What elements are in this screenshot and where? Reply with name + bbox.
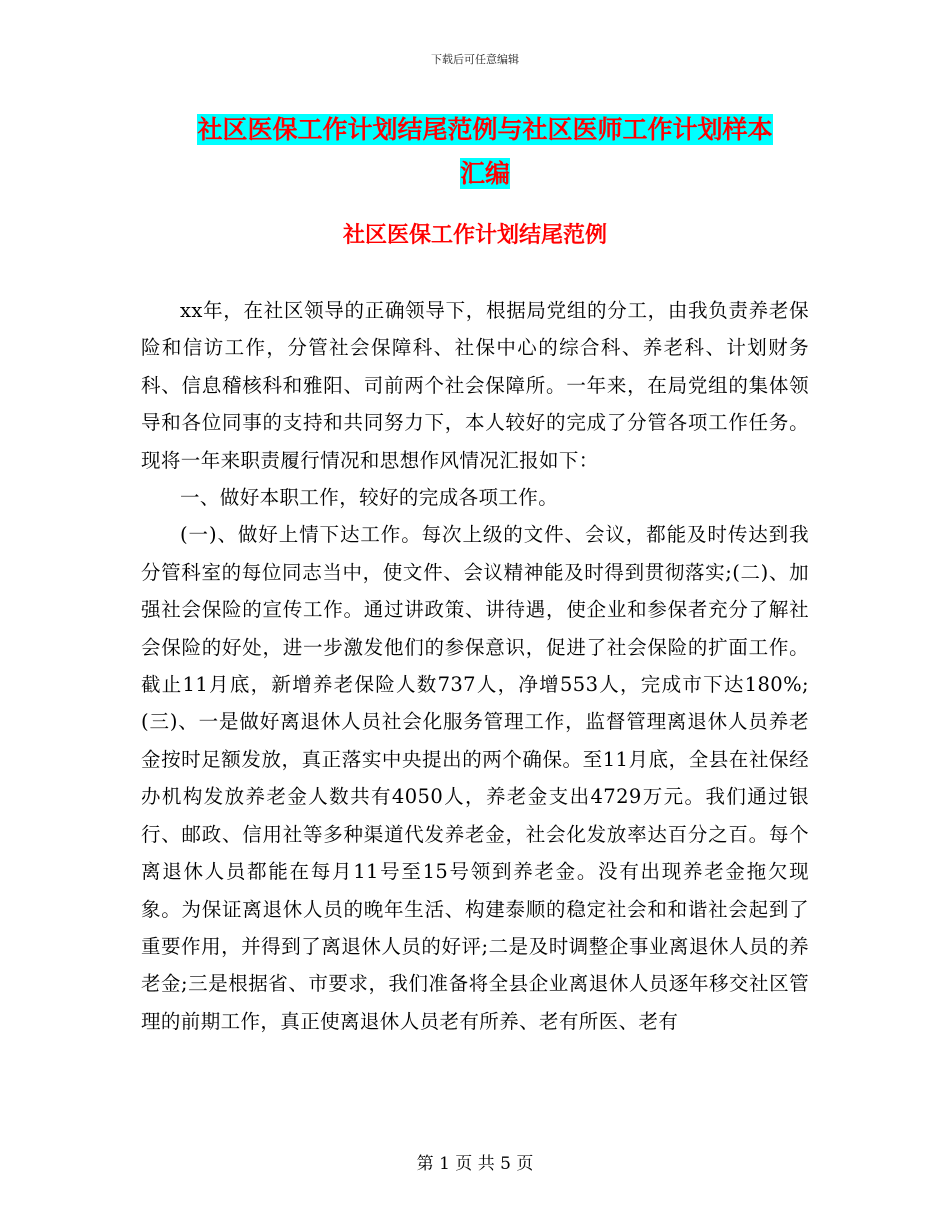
page-header-note: 下载后可任意编辑 [431, 53, 519, 66]
document-title-line-2: 汇编 [459, 159, 510, 188]
body-paragraph: (一)、做好上情下达工作。每次上级的文件、会议，都能及时传达到我分管科室的每位同志当中，使文件、会议精神能及时得到贯彻落实;(二)、加强社会保险的宣传工作。通过讲政策、讲待遇，使企业和参保者充分了解社会保险的好处，进一步激发他们的参保意识，促进了社会保险的扩面工作。截止11月底，新增养老保险人数737人，净增553人，完成市下达180%;(三)、一是做好离退休人员社会化服务管理工作，监督管理离退休人员养老金按时足额发放，真正落实中央提出的两个确保。至11月底，全县在社保经办机构发放养老金人数共有4050人，养老金支出4729万元。我们通过银行、邮政、信用社等多种渠道代发养老金，社会化发放率达百分之百。每个离退休人员都能在每月11号至15号领到养老金。没有出现养老金拖欠现象。为保证离退休人员的晚年生活、构建泰顺的稳定社会和和谐社会起到了重要作用，并得到了离退休人员的好评;二是及时调整企事业离退休人员的养老金;三是根据省、市要求，我们准备将全县企业离退休人员逐年移交社区管理的前期工作，真正使离退休人员老有所养、老有所医、老有 [141, 523, 809, 1033]
body-paragraph: xx年，在社区领导的正确领导下，根据局党组的分工，由我负责养老保险和信访工作，分管社会保障科、社保中心的综合科、养老科、计划财务科、信息稽核科和雅阳、司前两个社会保障所。一年来，在局党组的集体领导和各位同事的支持和共同努力下，本人较好的完成了分管各项工作任务。现将一年来职责履行情况和思想作风情况汇报如下： [141, 299, 809, 472]
body-paragraph: 一、做好本职工作，较好的完成各项工作。 [180, 486, 559, 510]
section-heading: 社区医保工作计划结尾范例 [342, 223, 607, 248]
document-body [141, 292, 809, 1040]
page-number-footer: 第 1 页 共 5 页 [416, 1154, 534, 1174]
document-title-line-1: 社区医保工作计划结尾范例与社区医师工作计划样本 [197, 115, 773, 144]
document-title [150, 108, 820, 196]
